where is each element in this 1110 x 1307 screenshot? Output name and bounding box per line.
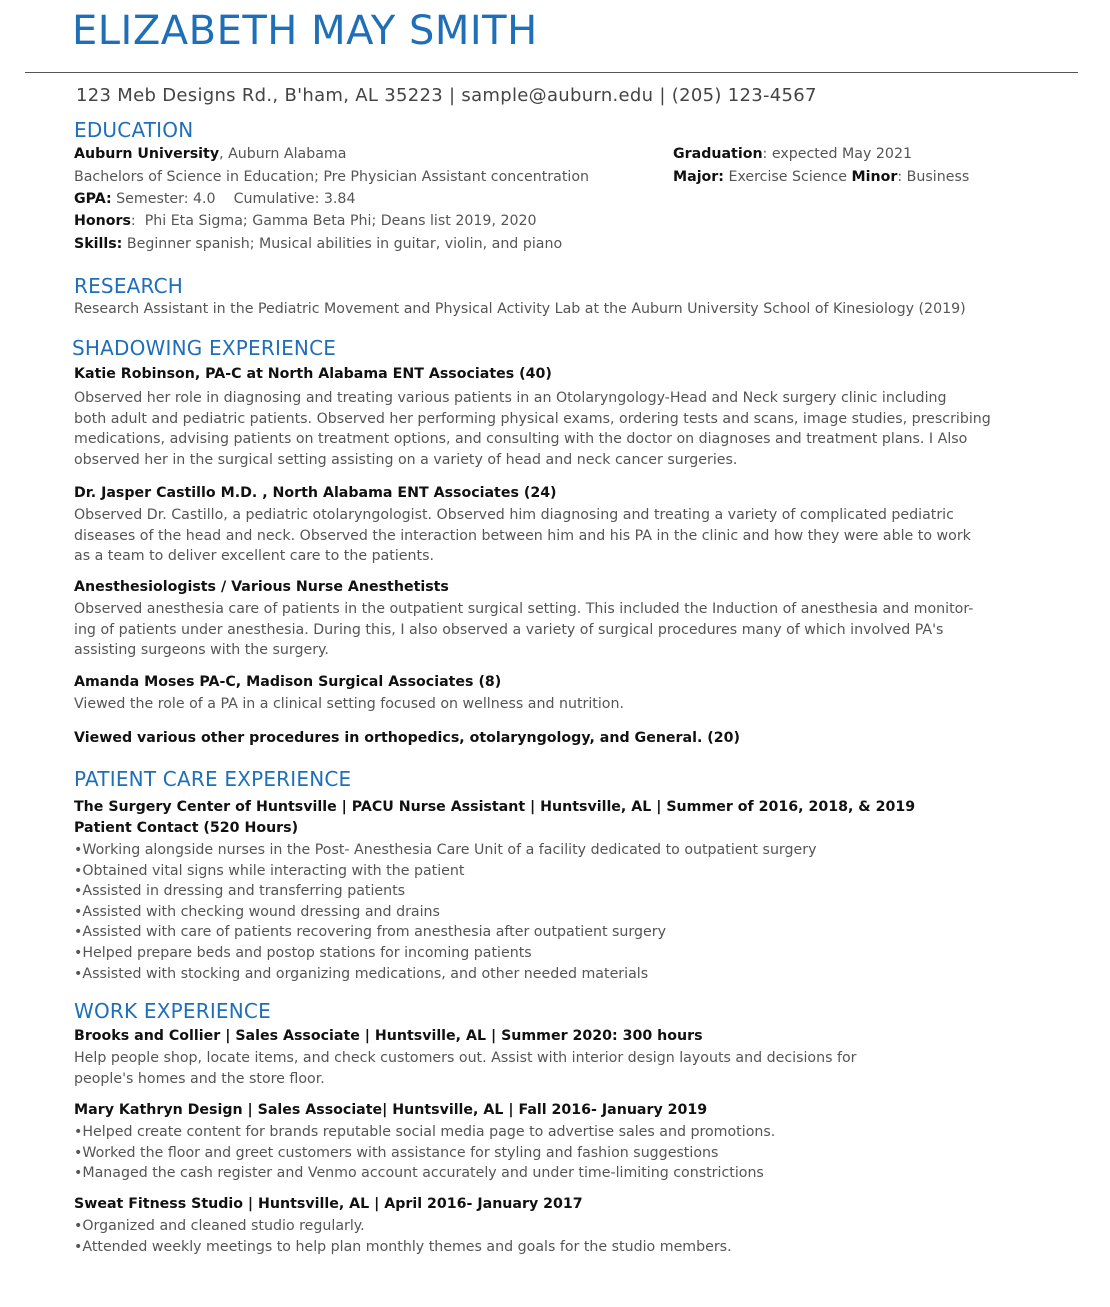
shadowing-line: ing of patients under anesthesia. During this, I also observed a variety of surgical procedures many of which involved PA's <box>74 621 944 638</box>
honors-label: Honors <box>74 213 131 229</box>
resume-name: ELIZABETH MAY SMITH <box>72 8 538 54</box>
skills-value: Beginner spanish; Musical abilities in guitar, violin, and piano <box>122 236 563 252</box>
minor-value: : Business <box>897 169 970 185</box>
major-label: Major: <box>673 169 724 185</box>
list-item: •Working alongside nurses in the Post- Anesthesia Care Unit of a facility dedicated to outpatient surgery <box>74 842 817 858</box>
list-item: •Obtained vital signs while interacting with the patient <box>74 862 465 879</box>
work-heading: Sweat Fitness Studio | Huntsville, AL | April 2016- January 2017 <box>74 1196 583 1212</box>
patient-care-heading: The Surgery Center of Huntsville | PACU Nurse Assistant | Huntsville, AL | Summer of 2016, 2018, & 2019 <box>74 799 916 815</box>
education-degree: Bachelors of Science in Education; Pre Physician Assistant concentration <box>74 169 590 185</box>
shadowing-other: Viewed various other procedures in orthopedics, otolaryngology, and General. (20) <box>74 730 741 746</box>
shadowing-heading: Anesthesiologists / Various Nurse Anesthetists <box>74 579 449 595</box>
honors-value: : Phi Eta Sigma; Gamma Beta Phi; Deans list 2019, 2020 <box>130 213 537 229</box>
shadowing-heading: Amanda Moses PA-C, Madison Surgical Associates (8) <box>74 674 502 690</box>
skills-label: Skills: <box>74 236 123 252</box>
patient-care-bullets <box>74 840 1034 984</box>
gpa-label: GPA: <box>74 191 112 207</box>
list-item: •Assisted with care of patients recovering from anesthesia after outpatient surgery <box>74 924 666 941</box>
work-title: WORK EXPERIENCE <box>74 999 271 1023</box>
shadowing-line: Observed her role in diagnosing and treating various patients in an Otolaryngology-Head and Neck surgery clinic including <box>74 390 947 406</box>
school-location: , Auburn Alabama <box>219 146 347 162</box>
major-value: Exercise Science <box>723 169 852 185</box>
shadowing-description <box>74 694 1034 715</box>
list-item: •Worked the floor and greet customers with assistance for styling and fashion suggestions <box>74 1144 719 1161</box>
education-school <box>74 146 346 162</box>
shadowing-line: Observed Dr. Castillo, a pediatric otolaryngologist. Observed him diagnosing and treating a variety of complicated pediatric <box>74 507 954 523</box>
shadowing-line: Observed anesthesia care of patients in the outpatient surgical setting. This included the Induction of anesthesia and monitor- <box>74 601 974 617</box>
graduation-value: : expected May 2021 <box>762 146 913 162</box>
list-item: •Assisted with stocking and organizing medications, and other needed materials <box>74 965 649 982</box>
shadowing-description <box>74 505 1034 567</box>
list-item: •Managed the cash register and Venmo account accurately and under time-limiting constrictions <box>74 1165 764 1182</box>
shadowing-line: as a team to deliver excellent care to the patients. <box>74 548 434 565</box>
work-line: Help people shop, locate items, and check customers out. Assist with interior design layouts and decisions for <box>74 1050 857 1066</box>
education-gpa <box>74 191 355 207</box>
education-honors <box>74 213 537 229</box>
shadowing-description <box>74 388 1034 471</box>
shadowing-line: medications, advising patients on treatment options, and consulting with the doctor on diagnoses and treatment plans. I Also <box>74 431 968 448</box>
shadowing-line: both adult and pediatric patients. Observed her performing physical exams, ordering tests and scans, image studies, prescribing <box>74 410 991 427</box>
work-description <box>74 1216 1034 1257</box>
header-divider <box>25 72 1078 73</box>
education-graduation <box>673 146 912 162</box>
work-heading: Brooks and Collier | Sales Associate | Huntsville, AL | Summer 2020: 300 hours <box>74 1028 703 1044</box>
shadowing-line: observed her in the surgical setting assisting on a variety of head and neck cancer surgeries. <box>74 452 738 469</box>
work-line: people's homes and the store floor. <box>74 1070 325 1087</box>
shadowing-line: assisting surgeons with the surgery. <box>74 642 329 659</box>
graduation-label: Graduation <box>673 146 763 162</box>
education-major <box>673 169 969 185</box>
list-item: •Attended weekly meetings to help plan monthly themes and goals for the studio members. <box>74 1238 732 1255</box>
gpa-value: Semester: 4.0 Cumulative: 3.84 <box>111 191 356 207</box>
research-title: RESEARCH <box>74 274 184 298</box>
list-item: •Organized and cleaned studio regularly. <box>74 1218 365 1234</box>
shadowing-description <box>74 599 1034 661</box>
shadowing-heading: Dr. Jasper Castillo M.D. , North Alabama ENT Associates (24) <box>74 485 557 501</box>
contact-info: 123 Meb Designs Rd., B'ham, AL 35223 | sample@auburn.edu | (205) 123-4567 <box>76 85 817 106</box>
patient-care-title: PATIENT CARE EXPERIENCE <box>74 767 352 791</box>
research-text: Research Assistant in the Pediatric Movement and Physical Activity Lab at the Auburn University School of Kinesiology (2019) <box>74 301 966 317</box>
list-item: •Assisted in dressing and transferring patients <box>74 883 406 900</box>
shadowing-line: Viewed the role of a PA in a clinical setting focused on wellness and nutrition. <box>74 696 624 712</box>
list-item: •Helped create content for brands reputable social media page to advertise sales and promotions. <box>74 1124 776 1140</box>
patient-care-subheading: Patient Contact (520 Hours) <box>74 820 299 836</box>
minor-label: Minor <box>851 169 898 185</box>
list-item: •Helped prepare beds and postop stations for incoming patients <box>74 944 532 961</box>
work-description <box>74 1048 1034 1089</box>
shadowing-heading: Katie Robinson, PA-C at North Alabama ENT Associates (40) <box>74 366 552 382</box>
work-description <box>74 1122 1034 1184</box>
school-name: Auburn University <box>74 146 220 162</box>
shadowing-title: SHADOWING EXPERIENCE <box>72 336 337 360</box>
work-heading: Mary Kathryn Design | Sales Associate| Huntsville, AL | Fall 2016- January 2019 <box>74 1102 708 1118</box>
list-item: •Assisted with checking wound dressing and drains <box>74 903 440 920</box>
education-title: EDUCATION <box>74 118 194 142</box>
shadowing-line: diseases of the head and neck. Observed the interaction between him and his PA in the clinic and how they were able to work <box>74 527 971 544</box>
education-skills <box>74 236 562 252</box>
